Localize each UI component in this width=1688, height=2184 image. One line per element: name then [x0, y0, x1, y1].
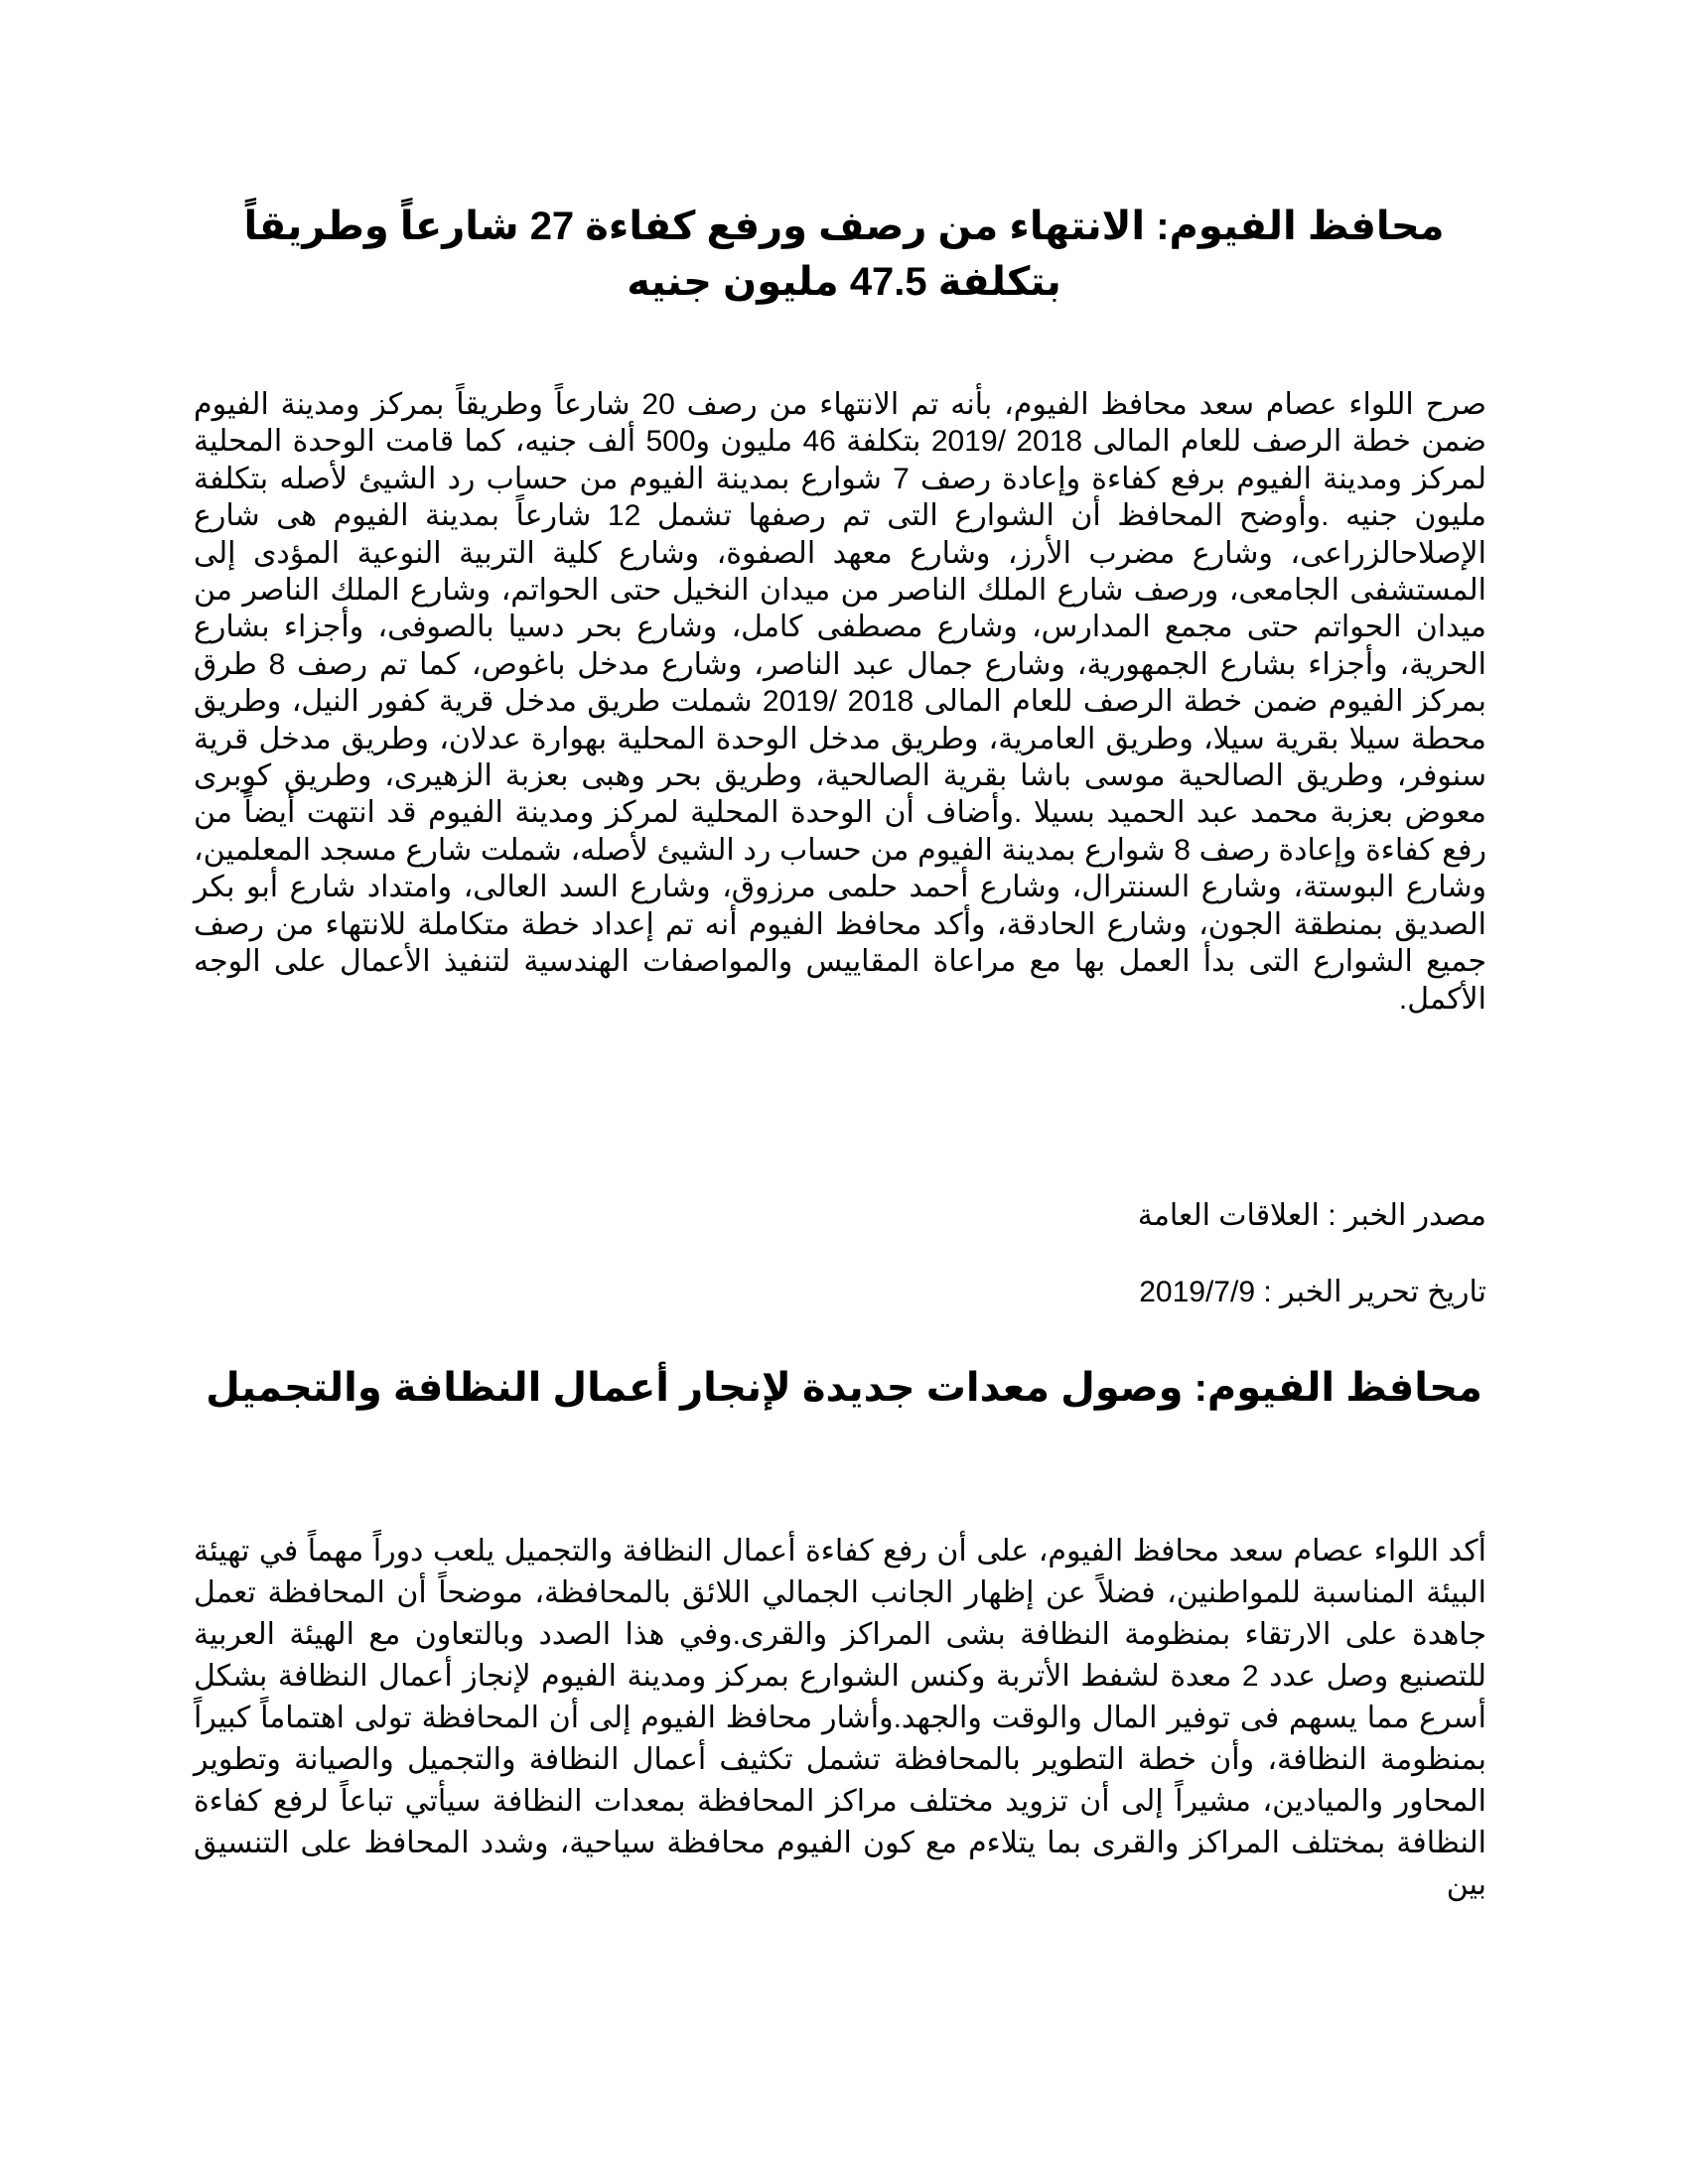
article-2-body: أكد اللواء عصام سعد محافظ الفيوم، على أن رفع كفاءة أعمال النظافة والتجميل يلعب دوراً مهماً في تهيئة البيئة المناسبة للمواطنين، فضلاً عن إظهار الجانب الجمالي اللائق بالمحافظة، موضحاً أن المحافظة تعمل جاهدة على الارتقاء بمنظومة النظافة بشى المراكز والقرى.وفي هذا الصدد وبالتعاون مع الهيئة العربية للتصنيع وصل عدد 2 معدة لشفط الأتربة وكنس الشوارع بمركز ومدينة الفيوم لإنجاز أعمال النظافة بشكل أسرع مما يسهم فى توفير المال والوقت والجهد.وأشار محافظ الفيوم إلى أن المحافظة تولى اهتماماً كبيراً بمنظومة النظافة، وأن خطة التطوير بالمحافظة تشمل تكثيف أعمال النظافة والتجميل والصيانة وتطوير المحاور والميادين، مشيراً إلى أن تزويد مختلف مراكز المحافظة بمعدات النظافة سيأتي تباعاً لرفع كفاءة النظافة بمختلف المراكز والقرى بما يتلاءم مع كون الفيوم محافظة سياحية، وشدد المحافظ على التنسيق بين: [194, 1535, 1487, 1901]
article-2-title: محافظ الفيوم: وصول معدات جديدة لإنجار أعمال النظافة والتجميل: [206, 1366, 1482, 1410]
article-1-title: محافظ الفيوم: الانتهاء من رصف ورفع كفاءة 27 شارعاً وطريقاً بتكلفة 47.5 مليون جنيه: [243, 205, 1445, 304]
article-1-body: صرح اللواء عصام سعد محافظ الفيوم، بأنه تم الانتهاء من رصف 20 شارعاً وطريقاً بمركز ومدينة الفيوم ضمن خطة الرصف للعام المالى 2018 /2019 بتكلفة 46 مليون و500 ألف جنيه، كما قامت الوحدة المحلية لمركز ومدينة الفيوم برفع كفاءة وإعادة رصف 7 شوارع بمدينة الفيوم من حساب رد الشيئ لأصله بتكلفة مليون جنيه .وأوضح المحافظ أن الشوارع التى تم رصفها تشمل 12 شارعاً بمدينة الفيوم هى شارع الإصلاحالزراعى، وشارع مضرب الأرز، وشارع معهد الصفوة، وشارع كلية التربية النوعية المؤدى إلى المستشفى الجامعى، ورصف شارع الملك الناصر من ميدان النخيل حتى الحواتم، وشارع الملك الناصر من ميدان الحواتم حتى مجمع المدارس، وشارع مصطفى كامل، وشارع بحر دسيا بالصوفى، وأجزاء بشارع الحرية، وأجزاء بشارع الجمهورية، وشارع جمال عبد الناصر، وشارع مدخل باغوص، كما تم رصف 8 طرق بمركز الفيوم ضمن خطة الرصف للعام المالى 2018 /2019 شملت طريق مدخل قرية كفور النيل، وطريق محطة سيلا بقرية سيلا، وطريق العامرية، وطريق مدخل الوحدة المحلية بهوارة عدلان، وطريق مدخل قرية سنوفر، وطريق الصالحية موسى باشا بقرية الصالحية، وطريق بحر وهبى بعزبة الزهيرى، وطريق كوبرى معوض بعزبة محمد عبد الحميد بسيلا .وأضاف أن الوحدة المحلية لمركز ومدينة الفيوم قد انتهت أيضاً من رفع كفاءة وإعادة رصف 8 شوارع بمدينة الفيوم من حساب رد الشيئ لأصله، شملت شارع مسجد المعلمين، وشارع البوستة، وشارع السنترال، وشارع أحمد حلمى مرزوق، وشارع السد العالى، وامتداد شارع أبو بكر الصديق بمنطقة الجون، وشارع الحادقة، وأكد محافظ الفيوم أنه تم إعداد خطة متكاملة للانتهاء من رصف جميع الشوارع التى بدأ العمل بها مع مراعاة المقاييس والمواصفات الهندسية لتنفيذ الأعمال على الوجه الأكمل.: [194, 388, 1486, 1016]
news-source: مصدر الخبر : العلاقات العامة: [1137, 1199, 1486, 1232]
news-date: تاريخ تحرير الخبر : 2019/7/9: [1139, 1276, 1486, 1308]
